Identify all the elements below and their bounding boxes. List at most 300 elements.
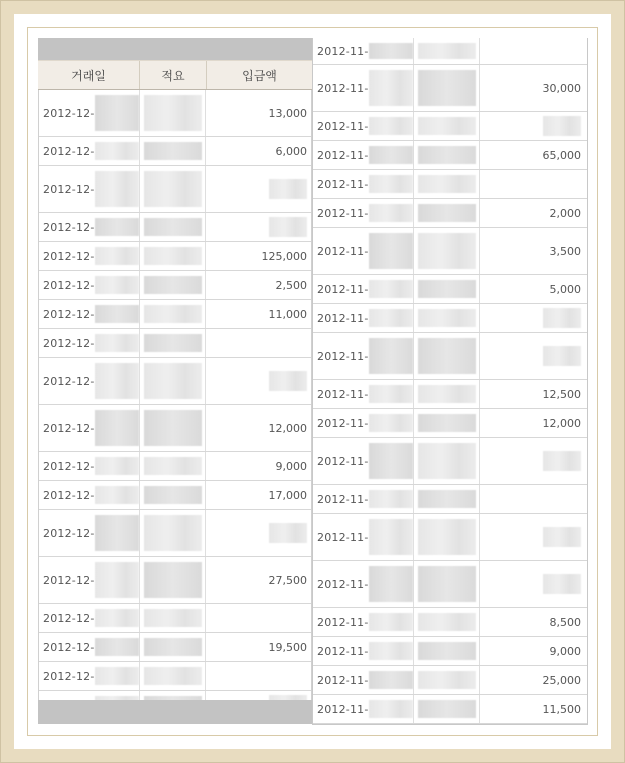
amount-cell xyxy=(480,333,585,379)
memo-cell xyxy=(140,358,206,404)
redacted-memo xyxy=(418,204,476,222)
redacted-memo xyxy=(144,667,202,685)
amount-cell xyxy=(480,485,585,513)
table-row xyxy=(39,405,311,452)
amount-cell xyxy=(206,329,311,357)
memo-cell xyxy=(140,604,206,632)
memo-cell xyxy=(140,242,206,270)
date-cell xyxy=(39,90,140,136)
left-top-bar xyxy=(38,38,312,60)
redacted-date-suffix xyxy=(369,338,413,374)
date-cell xyxy=(39,405,140,451)
date-cell xyxy=(39,452,140,480)
date-text: 2012-11- xyxy=(317,349,369,363)
table-row xyxy=(39,90,311,137)
date-text: 2012-12- xyxy=(43,459,95,473)
redacted-memo xyxy=(418,613,476,631)
memo-cell xyxy=(140,137,206,165)
amount-text: 12,000 xyxy=(268,421,307,435)
left-table-body xyxy=(38,90,312,720)
date-text: 2012-11- xyxy=(317,311,369,325)
redacted-date-suffix xyxy=(369,443,413,479)
date-cell xyxy=(313,485,414,513)
redacted-date-suffix xyxy=(369,280,413,298)
redacted-date-suffix xyxy=(95,638,139,656)
redacted-memo xyxy=(418,519,476,555)
table-row xyxy=(313,409,587,438)
redacted-amount xyxy=(269,179,307,199)
redacted-amount xyxy=(269,371,307,391)
table-row xyxy=(39,213,311,242)
redacted-memo xyxy=(418,642,476,660)
redacted-date-suffix xyxy=(95,667,139,685)
amount-cell xyxy=(480,304,585,332)
table-row xyxy=(313,228,587,275)
amount-cell xyxy=(206,510,311,556)
redacted-memo xyxy=(144,638,202,656)
date-cell xyxy=(39,213,140,241)
amount-cell xyxy=(206,137,311,165)
date-cell xyxy=(313,112,414,140)
redacted-memo xyxy=(144,457,202,475)
date-text: 2012-11- xyxy=(317,282,369,296)
header-memo: 적요 xyxy=(140,61,207,89)
memo-cell xyxy=(140,510,206,556)
redacted-date-suffix xyxy=(369,490,413,508)
date-cell xyxy=(313,228,414,274)
date-cell xyxy=(313,304,414,332)
amount-text: 12,500 xyxy=(542,387,581,401)
redacted-date-suffix xyxy=(95,276,139,294)
redacted-date-suffix xyxy=(369,613,413,631)
redacted-date-suffix xyxy=(95,334,139,352)
amount-cell xyxy=(480,170,585,198)
redacted-amount xyxy=(269,523,307,543)
date-text: 2012-12- xyxy=(43,144,95,158)
redacted-memo xyxy=(418,146,476,164)
date-cell xyxy=(313,608,414,636)
amount-text: 19,500 xyxy=(268,640,307,654)
header-date: 거래일 xyxy=(38,61,140,89)
date-cell xyxy=(39,662,140,690)
redacted-memo xyxy=(418,280,476,298)
amount-cell xyxy=(206,300,311,328)
date-cell xyxy=(313,409,414,437)
memo-cell xyxy=(140,633,206,661)
redacted-date-suffix xyxy=(369,175,413,193)
date-text: 2012-11- xyxy=(317,81,369,95)
redacted-date-suffix xyxy=(95,486,139,504)
date-text: 2012-11- xyxy=(317,416,369,430)
amount-cell xyxy=(480,695,585,723)
date-cell xyxy=(313,170,414,198)
table-row xyxy=(39,271,311,300)
amount-cell xyxy=(480,141,585,169)
table-row xyxy=(39,557,311,604)
amount-text: 65,000 xyxy=(542,148,581,162)
date-cell xyxy=(313,199,414,227)
redacted-memo xyxy=(418,566,476,602)
date-cell xyxy=(313,695,414,723)
amount-cell xyxy=(206,604,311,632)
amount-cell xyxy=(480,561,585,607)
left-ledger-panel xyxy=(38,38,312,724)
redacted-memo xyxy=(144,486,202,504)
date-cell xyxy=(39,481,140,509)
date-text: 2012-12- xyxy=(43,307,95,321)
date-cell xyxy=(313,514,414,560)
amount-cell xyxy=(480,38,585,64)
date-text: 2012-11- xyxy=(317,673,369,687)
date-text: 2012-11- xyxy=(317,148,369,162)
redacted-amount xyxy=(269,217,307,237)
redacted-amount xyxy=(543,308,581,328)
redacted-amount xyxy=(543,451,581,471)
memo-cell xyxy=(140,557,206,603)
memo-cell xyxy=(414,38,480,64)
date-cell xyxy=(39,557,140,603)
redacted-date-suffix xyxy=(95,95,139,131)
date-cell xyxy=(313,141,414,169)
date-text: 2012-12- xyxy=(43,526,95,540)
memo-cell xyxy=(140,213,206,241)
amount-cell xyxy=(480,275,585,303)
table-row xyxy=(39,452,311,481)
memo-cell xyxy=(414,637,480,665)
date-text: 2012-11- xyxy=(317,244,369,258)
amount-cell xyxy=(480,409,585,437)
date-cell xyxy=(39,510,140,556)
date-text: 2012-12- xyxy=(43,669,95,683)
amount-cell xyxy=(480,514,585,560)
redacted-memo xyxy=(418,175,476,193)
redacted-date-suffix xyxy=(369,117,413,135)
amount-text: 8,500 xyxy=(549,615,581,629)
table-row xyxy=(39,166,311,213)
table-row xyxy=(313,141,587,170)
table-row xyxy=(39,329,311,358)
memo-cell xyxy=(414,112,480,140)
table-row xyxy=(313,38,587,65)
table-row xyxy=(39,358,311,405)
redacted-date-suffix xyxy=(369,519,413,555)
memo-cell xyxy=(140,271,206,299)
redacted-memo xyxy=(144,95,202,131)
date-cell xyxy=(39,633,140,661)
date-text: 2012-12- xyxy=(43,220,95,234)
table-row xyxy=(313,65,587,112)
redacted-date-suffix xyxy=(95,305,139,323)
memo-cell xyxy=(140,300,206,328)
table-row xyxy=(39,633,311,662)
date-cell xyxy=(39,137,140,165)
table-row xyxy=(313,608,587,637)
redacted-date-suffix xyxy=(369,566,413,602)
memo-cell xyxy=(140,662,206,690)
date-cell xyxy=(313,438,414,484)
redacted-date-suffix xyxy=(369,700,413,718)
redacted-memo xyxy=(418,43,476,59)
amount-text: 17,000 xyxy=(268,488,307,502)
amount-text: 30,000 xyxy=(542,81,581,95)
memo-cell xyxy=(414,666,480,694)
amount-cell xyxy=(206,452,311,480)
memo-cell xyxy=(414,380,480,408)
memo-cell xyxy=(414,514,480,560)
memo-cell xyxy=(414,608,480,636)
table-row xyxy=(313,695,587,724)
date-cell xyxy=(313,561,414,607)
amount-text: 9,000 xyxy=(275,459,307,473)
amount-text: 6,000 xyxy=(275,144,307,158)
amount-cell xyxy=(480,666,585,694)
amount-cell xyxy=(480,380,585,408)
redacted-date-suffix xyxy=(95,218,139,236)
table-row xyxy=(39,510,311,557)
date-text: 2012-12- xyxy=(43,611,95,625)
redacted-date-suffix xyxy=(369,671,413,689)
table-row xyxy=(313,170,587,199)
header-amount: 입금액 xyxy=(242,68,277,83)
memo-cell xyxy=(140,481,206,509)
date-text: 2012-12- xyxy=(43,374,95,388)
date-text: 2012-12- xyxy=(43,488,95,502)
date-text: 2012-11- xyxy=(317,454,369,468)
redacted-date-suffix xyxy=(369,642,413,660)
amount-cell xyxy=(206,213,311,241)
redacted-memo xyxy=(144,276,202,294)
date-text: 2012-11- xyxy=(317,206,369,220)
date-text: 2012-11- xyxy=(317,119,369,133)
redacted-date-suffix xyxy=(369,414,413,432)
right-table-body xyxy=(312,38,588,725)
amount-text: 12,000 xyxy=(542,416,581,430)
left-bottom-bar xyxy=(38,700,312,724)
right-ledger-panel xyxy=(312,38,588,724)
date-cell xyxy=(39,166,140,212)
amount-cell xyxy=(206,481,311,509)
table-row xyxy=(313,199,587,228)
redacted-amount xyxy=(543,527,581,547)
redacted-date-suffix xyxy=(95,609,139,627)
date-text: 2012-11- xyxy=(317,387,369,401)
redacted-date-suffix xyxy=(369,146,413,164)
table-row xyxy=(313,380,587,409)
date-cell xyxy=(39,242,140,270)
memo-cell xyxy=(414,485,480,513)
redacted-date-suffix xyxy=(95,515,139,551)
redacted-date-suffix xyxy=(95,363,139,399)
redacted-date-suffix xyxy=(369,204,413,222)
memo-cell xyxy=(414,438,480,484)
date-cell xyxy=(313,637,414,665)
date-text: 2012-12- xyxy=(43,249,95,263)
date-text: 2012-12- xyxy=(43,182,95,196)
redacted-memo xyxy=(418,671,476,689)
memo-cell xyxy=(414,199,480,227)
date-cell xyxy=(313,65,414,111)
date-text: 2012-12- xyxy=(43,278,95,292)
amount-cell xyxy=(480,438,585,484)
redacted-date-suffix xyxy=(95,562,139,598)
memo-cell xyxy=(414,275,480,303)
redacted-date-suffix xyxy=(95,457,139,475)
date-text: 2012-12- xyxy=(43,106,95,120)
date-cell xyxy=(313,275,414,303)
redacted-amount xyxy=(543,574,581,594)
redacted-memo xyxy=(144,334,202,352)
table-row xyxy=(313,275,587,304)
redacted-date-suffix xyxy=(369,70,413,106)
redacted-date-suffix xyxy=(369,43,413,59)
amount-cell xyxy=(206,405,311,451)
redacted-memo xyxy=(418,233,476,269)
table-row xyxy=(39,242,311,271)
redacted-date-suffix xyxy=(369,233,413,269)
redacted-memo xyxy=(144,410,202,446)
amount-text: 11,000 xyxy=(268,307,307,321)
amount-cell xyxy=(206,633,311,661)
redacted-memo xyxy=(418,490,476,508)
date-text: 2012-11- xyxy=(317,530,369,544)
redacted-date-suffix xyxy=(95,142,139,160)
amount-text: 3,500 xyxy=(549,244,581,258)
table-row xyxy=(313,514,587,561)
left-table-header xyxy=(38,60,312,90)
table-row xyxy=(313,333,587,380)
amount-text: 11,500 xyxy=(542,702,581,716)
redacted-memo xyxy=(144,171,202,207)
table-row xyxy=(313,438,587,485)
amount-text: 125,000 xyxy=(261,249,307,263)
amount-cell xyxy=(480,637,585,665)
memo-cell xyxy=(414,561,480,607)
amount-cell xyxy=(206,271,311,299)
table-row xyxy=(313,304,587,333)
memo-cell xyxy=(414,65,480,111)
table-row xyxy=(39,604,311,633)
date-cell xyxy=(313,38,414,64)
table-row xyxy=(39,481,311,510)
date-text: 2012-11- xyxy=(317,492,369,506)
table-row xyxy=(39,137,311,166)
amount-text: 2,500 xyxy=(275,278,307,292)
date-text: 2012-12- xyxy=(43,421,95,435)
date-cell xyxy=(313,666,414,694)
redacted-memo xyxy=(418,70,476,106)
memo-cell xyxy=(140,405,206,451)
redacted-memo xyxy=(144,247,202,265)
date-text: 2012-11- xyxy=(317,644,369,658)
redacted-amount xyxy=(543,116,581,136)
amount-text: 13,000 xyxy=(268,106,307,120)
memo-cell xyxy=(140,452,206,480)
redacted-memo xyxy=(418,338,476,374)
amount-cell xyxy=(480,608,585,636)
date-cell xyxy=(313,380,414,408)
table-row xyxy=(313,112,587,141)
memo-cell xyxy=(140,329,206,357)
date-cell xyxy=(39,271,140,299)
redacted-memo xyxy=(144,363,202,399)
redacted-memo xyxy=(418,414,476,432)
table-row xyxy=(313,561,587,608)
amount-cell xyxy=(206,358,311,404)
memo-cell xyxy=(414,333,480,379)
date-text: 2012-12- xyxy=(43,336,95,350)
redacted-memo xyxy=(144,218,202,236)
amount-cell xyxy=(206,90,311,136)
redacted-memo xyxy=(144,609,202,627)
date-text: 2012-11- xyxy=(317,615,369,629)
memo-cell xyxy=(140,166,206,212)
table-row xyxy=(39,662,311,691)
date-text: 2012-11- xyxy=(317,44,369,58)
redacted-memo xyxy=(418,700,476,718)
amount-text: 2,000 xyxy=(549,206,581,220)
date-text: 2012-11- xyxy=(317,577,369,591)
date-cell xyxy=(39,358,140,404)
redacted-memo xyxy=(144,142,202,160)
memo-cell xyxy=(140,90,206,136)
date-cell xyxy=(39,300,140,328)
date-text: 2012-12- xyxy=(43,640,95,654)
amount-cell xyxy=(480,112,585,140)
amount-text: 27,500 xyxy=(268,573,307,587)
date-cell xyxy=(313,333,414,379)
amount-cell xyxy=(206,557,311,603)
redacted-amount xyxy=(543,346,581,366)
redacted-memo xyxy=(144,515,202,551)
amount-text: 25,000 xyxy=(542,673,581,687)
redacted-memo xyxy=(144,562,202,598)
memo-cell xyxy=(414,141,480,169)
table-row xyxy=(313,666,587,695)
amount-cell xyxy=(480,65,585,111)
amount-cell xyxy=(480,228,585,274)
table-row xyxy=(313,637,587,666)
redacted-date-suffix xyxy=(95,247,139,265)
memo-cell xyxy=(414,170,480,198)
memo-cell xyxy=(414,228,480,274)
date-cell xyxy=(39,329,140,357)
amount-cell xyxy=(206,662,311,690)
amount-text: 9,000 xyxy=(549,644,581,658)
amount-text: 5,000 xyxy=(549,282,581,296)
redacted-memo xyxy=(418,443,476,479)
redacted-date-suffix xyxy=(369,309,413,327)
table-row xyxy=(39,300,311,329)
redacted-memo xyxy=(418,309,476,327)
redacted-date-suffix xyxy=(369,385,413,403)
redacted-date-suffix xyxy=(95,410,139,446)
amount-cell xyxy=(206,166,311,212)
amount-cell xyxy=(206,242,311,270)
amount-cell xyxy=(480,199,585,227)
redacted-date-suffix xyxy=(95,171,139,207)
date-text: 2012-12- xyxy=(43,573,95,587)
date-text: 2012-11- xyxy=(317,177,369,191)
memo-cell xyxy=(414,409,480,437)
redacted-memo xyxy=(418,385,476,403)
memo-cell xyxy=(414,695,480,723)
redacted-memo xyxy=(418,117,476,135)
date-text: 2012-11- xyxy=(317,702,369,716)
table-row xyxy=(313,485,587,514)
redacted-memo xyxy=(144,305,202,323)
memo-cell xyxy=(414,304,480,332)
date-cell xyxy=(39,604,140,632)
